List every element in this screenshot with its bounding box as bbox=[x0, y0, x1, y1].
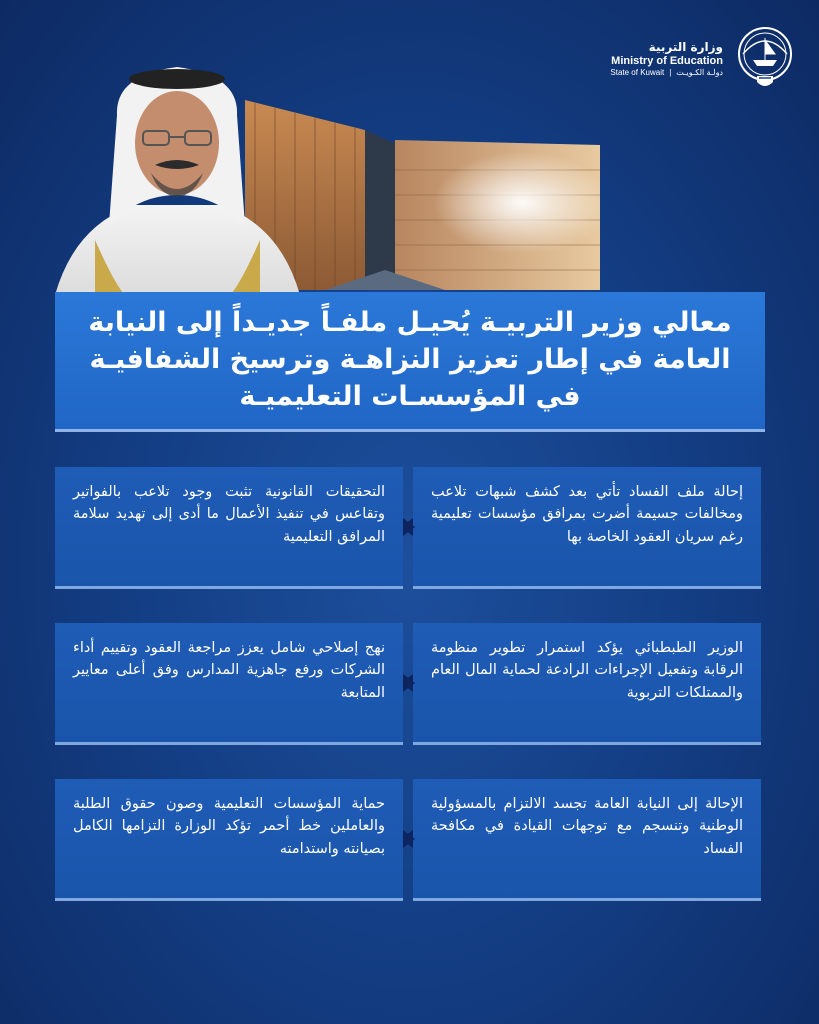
card-pointer-icon bbox=[403, 830, 415, 848]
hero-images bbox=[55, 55, 600, 295]
info-card-text: التحقيقات القانونية تثبت وجود تلاعب بالفواتير وتقاعس في تنفيذ الأعمال ما أدى إلى تهديد سلامة المرافق التعليمية bbox=[73, 484, 385, 545]
info-card bbox=[55, 779, 403, 901]
card-pointer-icon bbox=[403, 674, 415, 692]
info-card-text: نهج إصلاحي شامل يعزز مراجعة العقود وتقييم أداء الشركات ورفع جاهزية المدارس وفق أعلى معايير المتابعة bbox=[73, 640, 385, 701]
brand-text bbox=[610, 40, 723, 79]
headline-title: معالي وزير التربيـة يُحيـل ملفـاً جديـداً إلى النيابة العامة في إطار تعزيز النزاهـة وترسيخ الشفافيـة في المؤسسـات التعليميـة bbox=[88, 307, 732, 412]
state-name: State of Kuwait | دولـة الكـويـت bbox=[610, 68, 723, 78]
info-card bbox=[55, 623, 403, 745]
ministry-name-en: Ministry of Education bbox=[611, 54, 723, 67]
card-pointer-icon bbox=[403, 518, 415, 536]
info-card bbox=[413, 779, 761, 901]
state-name-en: State of Kuwait bbox=[610, 68, 665, 78]
minister-portrait-image bbox=[55, 55, 300, 295]
info-card bbox=[413, 623, 761, 745]
info-card-text: إحالة ملف الفساد تأتي بعد كشف شبهات تلاعب ومخالفات جسيمة أضرت بمرافق مؤسسات تعليمية رغم سريان العقود الخاصة بها bbox=[431, 484, 743, 545]
kuwait-emblem-icon bbox=[733, 24, 797, 94]
info-card bbox=[55, 467, 403, 589]
info-card-text: حماية المؤسسات التعليمية وصون حقوق الطلبة والعاملين خط أحمر تؤكد الوزارة التزامها الكامل بصيانته واستدامته bbox=[73, 796, 385, 857]
headline-banner bbox=[55, 292, 765, 432]
ministry-brand bbox=[610, 24, 797, 94]
info-card-text: الوزير الطبطبائي يؤكد استمرار تطوير منظومة الرقابة وتفعيل الإجراءات الرادعة لحماية المال العام والممتلكات التربوية bbox=[431, 640, 743, 701]
state-name-ar: دولـة الكـويـت bbox=[676, 68, 723, 78]
info-card bbox=[413, 467, 761, 589]
ministry-name-ar: وزارة التربية bbox=[648, 39, 723, 54]
info-card-text: الإحالة إلى النيابة العامة تجسد الالتزام بالمسؤولية الوطنية وتنسجم مع توجهات القيادة في مكافحة الفساد bbox=[431, 796, 743, 857]
